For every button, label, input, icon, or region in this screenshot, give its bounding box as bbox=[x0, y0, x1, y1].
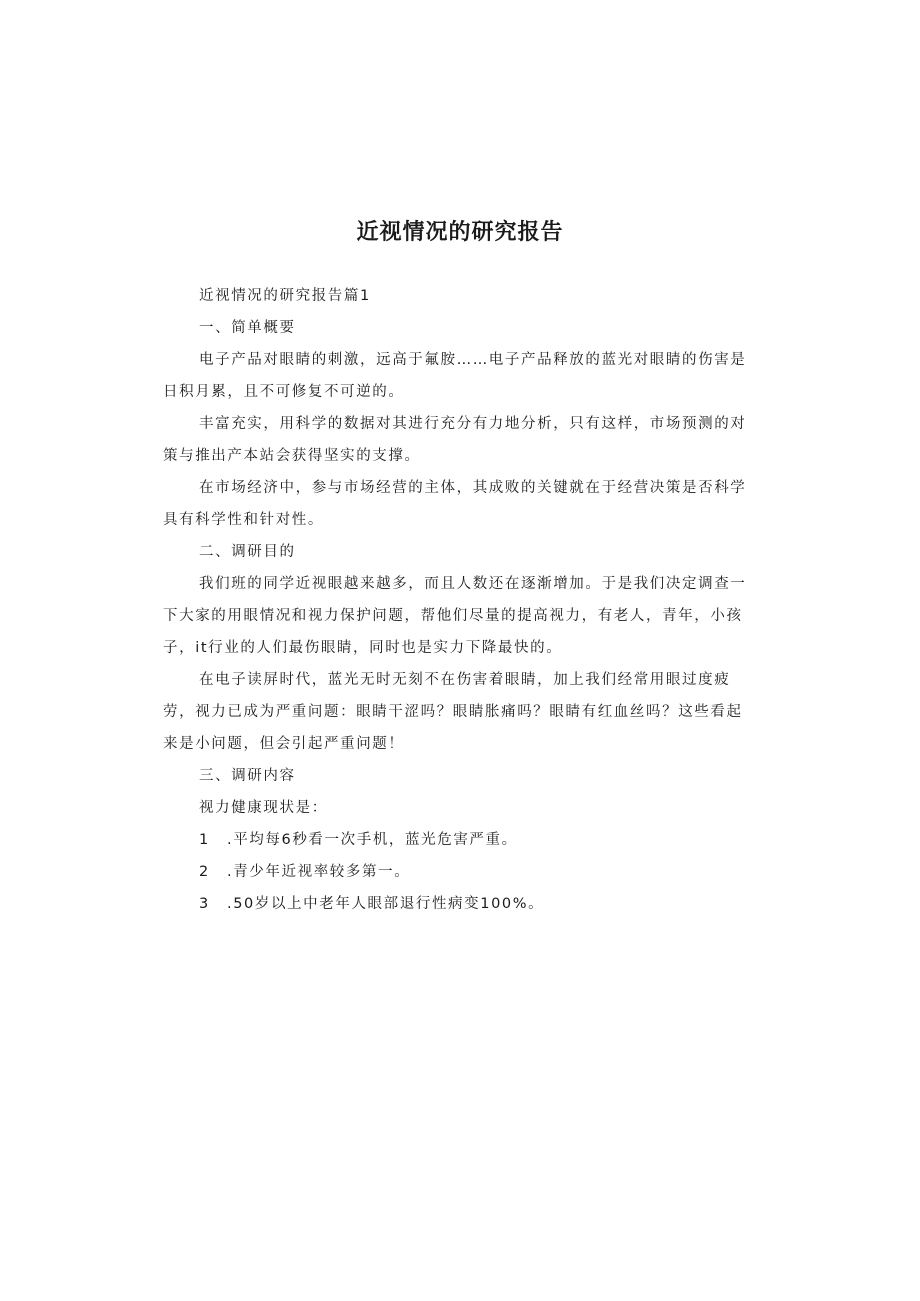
list-number: 1 bbox=[199, 832, 210, 848]
list-item bbox=[163, 824, 755, 856]
section-heading: 二、调研目的 bbox=[199, 544, 296, 560]
body-paragraph: 在电子读屏时代，蓝光无时无刻不在伤害着眼睛，加上我们经常用眼过度疲劳，视力已成为严重问题：眼睛干涩吗？眼睛胀痛吗？眼睛有红血丝吗？这些看起来是小问题，但会引起严重问题！ bbox=[163, 672, 743, 752]
list-text: .平均每6秒看一次手机，蓝光危害严重。 bbox=[227, 832, 518, 848]
body-paragraph: 在市场经济中，参与市场经营的主体，其成败的关键就在于经营决策是否科学具有科学性和针对性。 bbox=[163, 480, 747, 528]
list-item bbox=[163, 888, 755, 920]
document-body bbox=[163, 280, 755, 920]
document-title: 近视情况的研究报告 bbox=[356, 220, 564, 245]
list-item bbox=[163, 856, 755, 888]
section-heading: 一、简单概要 bbox=[199, 320, 296, 336]
section-heading: 近视情况的研究报告篇1 bbox=[199, 288, 371, 304]
list-text: .50岁以上中老年人眼部退行性病变100%。 bbox=[227, 896, 545, 912]
body-paragraph: 视力健康现状是： bbox=[199, 800, 328, 816]
body-paragraph: 丰富充实，用科学的数据对其进行充分有力地分析，只有这样，市场预测的对策与推出产本站会获得坚实的支撑。 bbox=[163, 416, 747, 464]
list-number: 2 bbox=[199, 864, 210, 880]
list-text: .青少年近视率较多第一。 bbox=[227, 864, 411, 880]
list-number: 3 bbox=[199, 896, 210, 912]
body-paragraph: 我们班的同学近视眼越来越多，而且人数还在逐渐增加。于是我们决定调查一下大家的用眼情况和视力保护问题，帮他们尽量的提高视力，有老人，青年，小孩子，it行业的人们最伤眼睛，同时也是实力下降最快的。 bbox=[163, 576, 747, 656]
section-heading: 三、调研内容 bbox=[199, 768, 296, 784]
body-paragraph: 电子产品对眼睛的刺激，远高于氟胺……电子产品释放的蓝光对眼睛的伤害是日积月累，且不可修复不可逆的。 bbox=[163, 352, 747, 400]
